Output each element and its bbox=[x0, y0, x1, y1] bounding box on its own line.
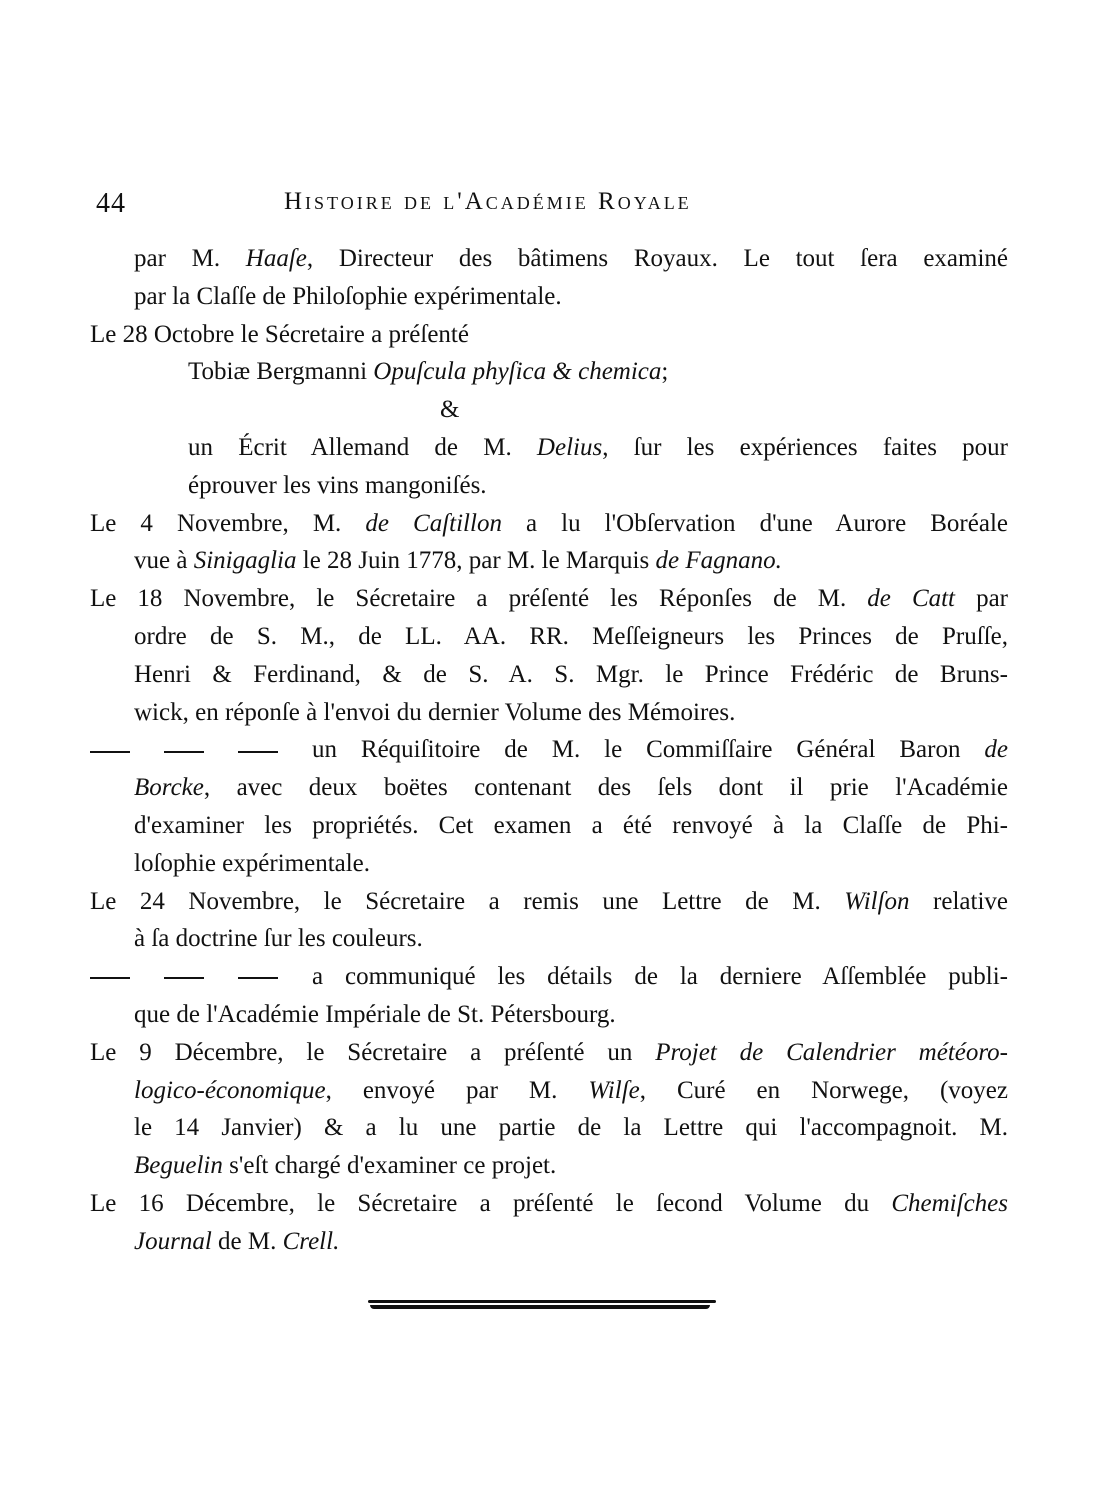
italic-run: Wilſon bbox=[844, 887, 910, 915]
italic-run: Haaſe bbox=[245, 245, 307, 272]
text-run: & bbox=[440, 396, 460, 424]
text-run: Le 9 Décembre, le Sécretaire a préſenté un bbox=[90, 1038, 656, 1066]
text-line bbox=[88, 240, 1008, 278]
italic-run: Opuſcula phyſica & chemica bbox=[373, 358, 662, 386]
italic-run: Sinigaglia bbox=[193, 547, 297, 575]
text-run: a communiqué les détails de la derniere Aſſemblée publi- bbox=[312, 963, 1008, 991]
italic-run: Beguelin bbox=[134, 1152, 223, 1180]
entry-24-novembre bbox=[88, 883, 1008, 921]
page-header bbox=[96, 186, 1016, 226]
italic-run: de Catt bbox=[867, 585, 956, 613]
text-run: relative bbox=[909, 887, 1008, 915]
text-run: ; bbox=[661, 358, 669, 386]
italic-run: Delius bbox=[536, 433, 603, 461]
end-ornament-rule bbox=[368, 1300, 716, 1310]
text-run: le 14 Janvier) & a lu une partie de la Lettre qui l'accompagnoit. M. bbox=[134, 1114, 1008, 1142]
text-line bbox=[88, 1223, 1008, 1261]
italic-run: Wilſe bbox=[588, 1076, 640, 1104]
text-line bbox=[88, 996, 1008, 1034]
italic-run: Projet de Calendrier météoro- bbox=[655, 1038, 1008, 1066]
text-run: , Directeur des bâtimens Royaux. Le tout ſera examiné bbox=[306, 245, 1008, 272]
text-run: Le 24 Novembre, le Sécretaire a remis une Lettre de M. bbox=[90, 887, 845, 915]
text-line bbox=[88, 694, 1008, 732]
running-title: Histoire de l'Académie Royale bbox=[284, 188, 692, 215]
entry-28-octobre bbox=[88, 316, 1008, 354]
text-run: que de l'Académie Impériale de St. Pétersbourg. bbox=[134, 1000, 616, 1028]
text-run: Le 28 Octobre le Sécretaire a préſenté bbox=[90, 320, 469, 348]
text-run: , ſur les expériences faites pour bbox=[602, 433, 1008, 461]
text-run: d'examiner les propriétés. Cet examen a été renvoyé à la Claſſe de Phi- bbox=[134, 811, 1008, 839]
text-run: wick, en réponſe à l'envoi du dernier Volume des Mémoires. bbox=[134, 698, 736, 726]
text-run: ordre de S. M., de LL. AA. RR. Meſſeigneurs les Princes de Pruſſe, bbox=[134, 622, 1008, 650]
text-run: de M. bbox=[211, 1227, 283, 1255]
ditto-entry-assemblee bbox=[88, 958, 1008, 996]
text-run: Le 4 Novembre, M. bbox=[90, 509, 366, 537]
text-run: Henri & Ferdinand, & de S. A. S. Mgr. le Prince Frédéric de Bruns- bbox=[134, 660, 1008, 688]
text-run: un Réquiſitoire de M. le Commiſſaire Général Baron bbox=[312, 736, 985, 764]
ditto-entry-requisitoire bbox=[88, 731, 1008, 769]
italic-run: de Caſtillon bbox=[365, 509, 502, 537]
text-run: à ſa doctrine ſur les couleurs. bbox=[134, 925, 423, 953]
ditto-dashes bbox=[90, 731, 312, 769]
entry-16-decembre bbox=[88, 1185, 1008, 1223]
ditto-dash bbox=[164, 977, 204, 979]
text-run: loſophie expérimentale. bbox=[134, 849, 371, 877]
text-run: Tobiæ Bergmanni bbox=[188, 358, 374, 386]
text-run: s'eſt chargé d'examiner ce projet. bbox=[222, 1152, 557, 1180]
italic-run: Borcke bbox=[134, 774, 204, 802]
text-line bbox=[88, 1072, 1008, 1110]
page-number: 44 bbox=[96, 188, 126, 219]
text-run: , Curé en Norwege, (voyez bbox=[639, 1076, 1008, 1104]
text-line bbox=[88, 542, 1008, 580]
text-line bbox=[88, 656, 1008, 694]
text-line bbox=[88, 429, 1008, 467]
text-run: vue à bbox=[134, 547, 194, 575]
text-run: un Écrit Allemand de M. bbox=[188, 433, 537, 461]
text-line bbox=[88, 920, 1008, 958]
italic-run: de bbox=[984, 736, 1008, 764]
text-line bbox=[88, 807, 1008, 845]
text-run: , avec deux boëtes contenant des ſels dont il prie l'Académie bbox=[203, 774, 1008, 802]
italic-run: Crell. bbox=[282, 1227, 340, 1255]
ditto-dash bbox=[90, 977, 130, 979]
text-line bbox=[88, 353, 1008, 391]
ditto-dash bbox=[238, 977, 278, 979]
text-line bbox=[88, 618, 1008, 656]
text-run: par M. bbox=[134, 245, 246, 272]
text-line bbox=[88, 1109, 1008, 1147]
text-line bbox=[88, 845, 1008, 883]
text-run: éprouver les vins mangoniſés. bbox=[188, 471, 487, 499]
italic-run: de Fagnano. bbox=[655, 547, 782, 575]
entry-9-decembre bbox=[88, 1034, 1008, 1072]
ditto-dash bbox=[238, 751, 278, 753]
text-run: Le 16 Décembre, le Sécretaire a préſenté le ſecond Volume du bbox=[90, 1189, 892, 1217]
text-run: a lu l'Obſervation d'une Aurore Boréale bbox=[501, 509, 1008, 537]
text-run: par bbox=[955, 585, 1008, 613]
italic-run: logico-économique bbox=[134, 1076, 326, 1104]
text-line bbox=[88, 769, 1008, 807]
text-line bbox=[88, 467, 1008, 505]
entry-4-novembre bbox=[88, 505, 1008, 543]
ditto-dash bbox=[164, 751, 204, 753]
ornament-bar-bottom bbox=[370, 1305, 710, 1309]
text-line bbox=[88, 1147, 1008, 1185]
text-run: Le 18 Novembre, le Sécretaire a préſenté les Réponſes de M. bbox=[90, 585, 868, 613]
ornament-bar-top bbox=[368, 1300, 716, 1303]
italic-run: Chemiſches bbox=[891, 1189, 1008, 1217]
ditto-dashes bbox=[90, 958, 312, 996]
text-run: , envoyé par M. bbox=[325, 1076, 589, 1104]
entry-18-novembre bbox=[88, 580, 1008, 618]
text-run: le 28 Juin 1778, par M. le Marquis bbox=[296, 547, 656, 575]
ampersand-line bbox=[88, 391, 1008, 429]
italic-run: Journal bbox=[134, 1227, 212, 1255]
text-line bbox=[88, 278, 1008, 316]
text-run: par la Claſſe de Philoſophie expérimentale. bbox=[134, 282, 562, 310]
body-text bbox=[88, 240, 1008, 1261]
ditto-dash bbox=[90, 751, 130, 753]
